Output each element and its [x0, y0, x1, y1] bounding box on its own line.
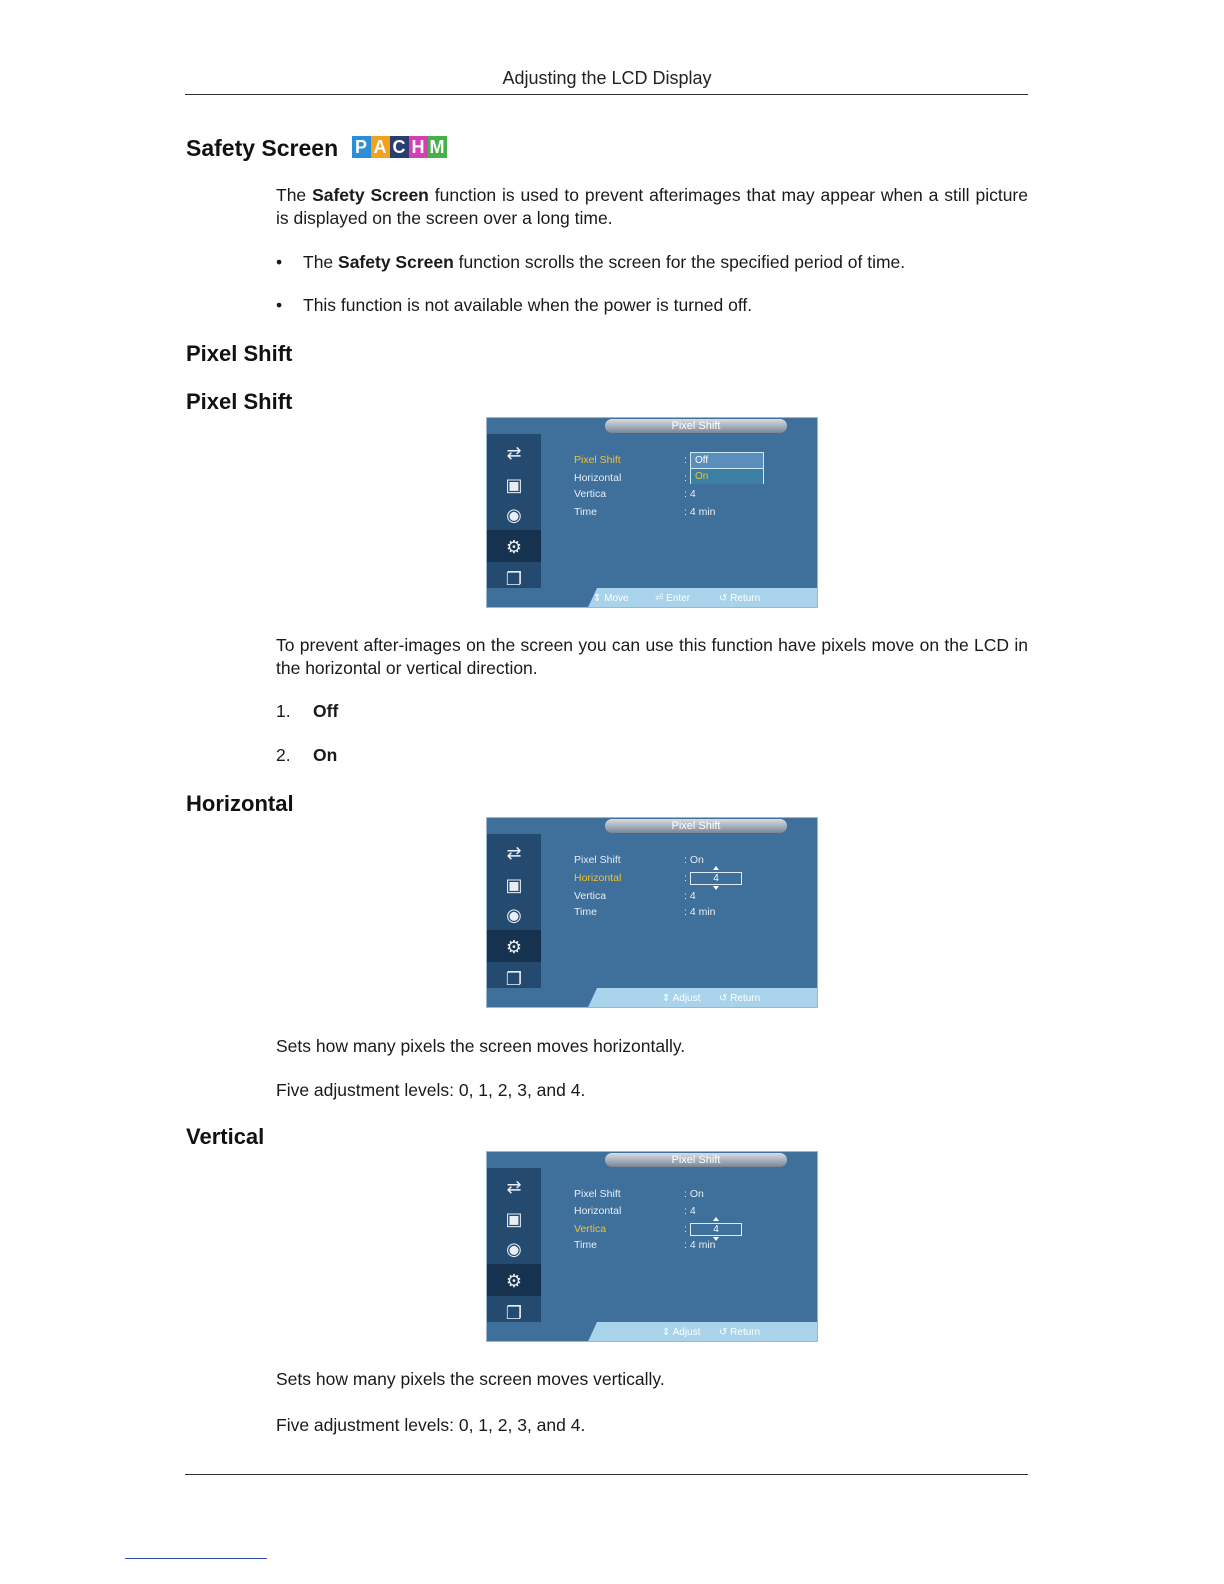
- setup-icon[interactable]: ⚙: [505, 936, 523, 957]
- osd-label-pixel-shift[interactable]: Pixel Shift: [574, 854, 621, 866]
- model-badges: [352, 136, 447, 158]
- osd-value-pixel-shift: : On: [684, 854, 704, 866]
- osd-pixel-shift-screen: [486, 417, 818, 608]
- sound-icon[interactable]: ◉: [506, 504, 522, 525]
- setup-icon[interactable]: ⚙: [505, 1270, 523, 1291]
- horizontal-description: Sets how many pixels the screen moves horizontally.: [276, 1036, 686, 1056]
- page-header-title: Adjusting the LCD Display: [502, 68, 712, 88]
- osd-value-pixel-shift: :: [684, 454, 687, 466]
- picture-icon[interactable]: ▣: [505, 874, 523, 895]
- horizontal-spinbox[interactable]: 4: [690, 872, 742, 885]
- input-icon[interactable]: ⇄: [506, 842, 522, 863]
- osd-label-pixel-shift[interactable]: Pixel Shift: [574, 454, 621, 466]
- sound-icon[interactable]: ◉: [506, 904, 522, 925]
- vertical-levels: Five adjustment levels: 0, 1, 2, 3, and 4.: [276, 1415, 586, 1435]
- spin-down-icon[interactable]: [713, 1237, 719, 1241]
- osd-footer-return: ↺ Return: [719, 593, 761, 604]
- dropdown-option-on[interactable]: On: [691, 468, 763, 484]
- vertical-heading: Vertical: [186, 1124, 265, 1149]
- osd-footer-return: ↺ Return: [719, 1327, 761, 1338]
- osd-label-horizontal[interactable]: Horizontal: [574, 472, 622, 484]
- footer-rule: [185, 1474, 1028, 1475]
- badge-m: M: [429, 136, 445, 157]
- osd-value-horizontal: :: [684, 872, 687, 884]
- pixel-shift-subheading: Pixel Shift: [186, 389, 293, 414]
- osd-title: Pixel Shift: [605, 1153, 787, 1167]
- osd-title: Pixel Shift: [605, 819, 787, 833]
- multi-control-icon[interactable]: ❐: [505, 568, 523, 589]
- osd-label-horizontal[interactable]: Horizontal: [574, 872, 622, 884]
- badge-a: A: [371, 136, 390, 158]
- osd-value-horizontal: : 4: [684, 1205, 696, 1217]
- osd-footer-move: ⇕ Move: [593, 593, 629, 604]
- header-rule: [185, 94, 1028, 95]
- multi-control-icon[interactable]: ❐: [505, 1302, 523, 1323]
- osd-horizontal-screen: [486, 817, 818, 1008]
- pixel-shift-option-2: 2. On: [276, 745, 338, 765]
- osd-value-horizontal: :: [684, 472, 687, 484]
- multi-control-icon[interactable]: ❐: [505, 968, 523, 989]
- osd-value-time: : 4 min: [684, 906, 716, 918]
- osd-footer-return: ↺ Return: [719, 993, 761, 1004]
- input-icon[interactable]: ⇄: [506, 1176, 522, 1197]
- osd-label-time[interactable]: Time: [574, 906, 597, 918]
- dropdown-option-off[interactable]: Off: [695, 455, 709, 466]
- pixel-shift-description: To prevent after-images on the screen you can use this function have pixels move on the LCD in the horizontal or vertical direction.: [276, 635, 1028, 678]
- horizontal-heading: Horizontal: [186, 791, 294, 816]
- vertical-spinbox[interactable]: 4: [690, 1223, 742, 1236]
- osd-label-vertical[interactable]: Vertica: [574, 488, 607, 500]
- osd-label-time[interactable]: Time: [574, 1239, 597, 1251]
- pixel-shift-heading: Pixel Shift: [186, 341, 293, 366]
- osd-label-vertical[interactable]: Vertica: [574, 890, 607, 902]
- osd-label-pixel-shift[interactable]: Pixel Shift: [574, 1188, 621, 1200]
- pixel-shift-dropdown[interactable]: [690, 452, 764, 484]
- safety-screen-title: Safety Screen: [186, 135, 339, 161]
- vertical-description: Sets how many pixels the screen moves vertically.: [276, 1369, 665, 1389]
- badge-p: P: [352, 136, 371, 158]
- badge-c: C: [390, 136, 409, 158]
- osd-value-vertical: : 4: [684, 890, 696, 902]
- spin-down-icon[interactable]: [713, 886, 719, 890]
- osd-footer-notch: [487, 1322, 597, 1341]
- osd-footer-enter: ⏎ Enter: [655, 593, 691, 604]
- horizontal-levels: Five adjustment levels: 0, 1, 2, 3, and 4.: [276, 1080, 586, 1100]
- osd-label-vertical[interactable]: Vertica: [574, 1223, 607, 1235]
- osd-value-time: : 4 min: [684, 1239, 716, 1251]
- osd-footer-adjust: ⇕ Adjust: [662, 993, 701, 1004]
- osd-value-time: : 4 min: [684, 506, 716, 518]
- safety-intro: The Safety Screen function is used to prevent afterimages that may appear when a still picture is displayed on the screen over a long time.: [276, 185, 1028, 228]
- osd-value-pixel-shift: : On: [684, 1188, 704, 1200]
- spin-up-icon[interactable]: [713, 1217, 719, 1221]
- osd-vertical-screen: [486, 1151, 818, 1342]
- badge-h: H: [409, 136, 428, 158]
- spin-up-icon[interactable]: [713, 866, 719, 870]
- osd-label-time[interactable]: Time: [574, 506, 597, 518]
- osd-value-vertical: : 4: [684, 488, 696, 500]
- pixel-shift-option-1: 1. Off: [276, 701, 339, 721]
- setup-icon[interactable]: ⚙: [505, 536, 523, 557]
- osd-footer-adjust: ⇕ Adjust: [662, 1327, 701, 1338]
- osd-footer-notch: [487, 988, 597, 1007]
- osd-footer-notch: [487, 588, 597, 607]
- osd-title: Pixel Shift: [605, 419, 787, 433]
- sound-icon[interactable]: ◉: [506, 1238, 522, 1259]
- safety-bullet-2: • This function is not available when the power is turned off.: [276, 295, 753, 315]
- osd-value-vertical: :: [684, 1223, 687, 1235]
- osd-label-horizontal[interactable]: Horizontal: [574, 1205, 622, 1217]
- input-icon[interactable]: ⇄: [506, 442, 522, 463]
- picture-icon[interactable]: ▣: [505, 1208, 523, 1229]
- footer-link-underline[interactable]: [125, 1558, 267, 1559]
- picture-icon[interactable]: ▣: [505, 474, 523, 495]
- safety-screen-heading: [186, 135, 447, 162]
- safety-bullet-1: • The Safety Screen function scrolls the screen for the specified period of time.: [276, 252, 906, 272]
